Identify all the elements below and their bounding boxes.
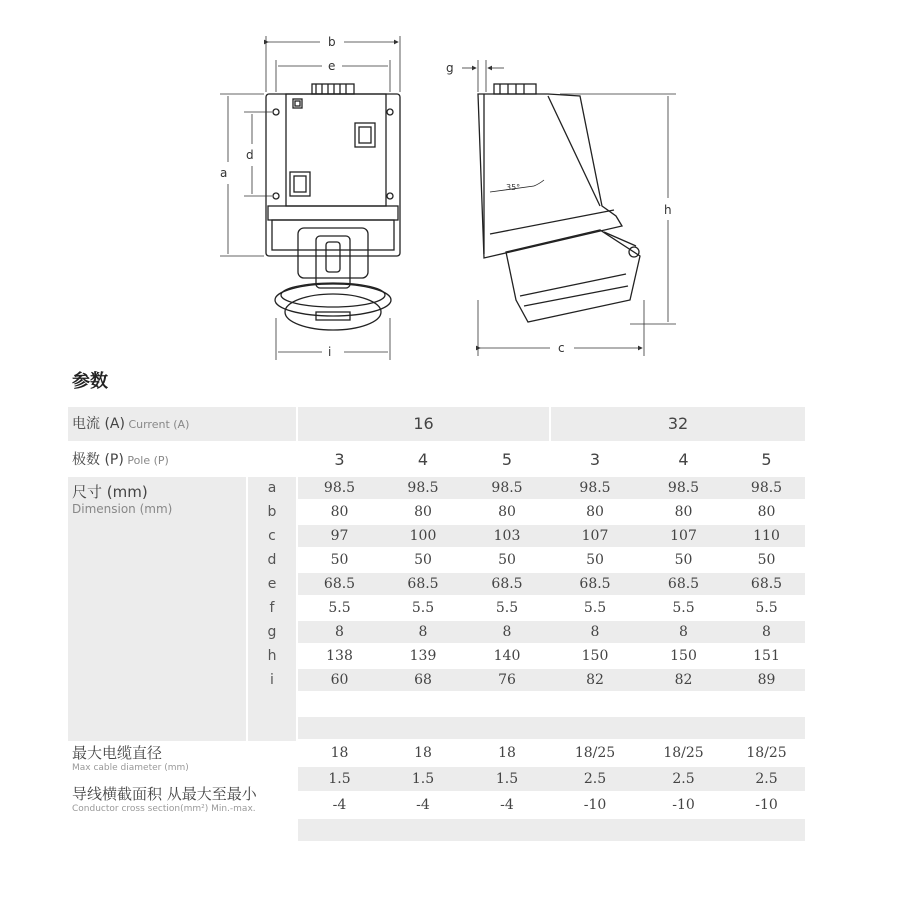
dimension-value-h: 150 (581, 648, 609, 664)
current-label (72, 407, 296, 441)
conductor-label-en: Conductor cross section(mm²) Min.-max. (72, 804, 256, 814)
dimension-value-e: 68.5 (579, 576, 611, 592)
conductor-min-value: -4 (500, 797, 514, 813)
dimension-key-f: f (269, 600, 275, 616)
cable-value: 18 (330, 745, 349, 761)
pole-label-en: Pole (P) (123, 454, 169, 467)
dimension-value-h: 138 (326, 648, 353, 664)
spec-table (68, 405, 805, 845)
dimension-key-b: b (267, 504, 277, 520)
dimension-value-g: 8 (762, 624, 771, 640)
pole-value: 5 (501, 450, 513, 469)
dimension-key-e: e (267, 576, 277, 592)
dimension-value-a: 98.5 (667, 480, 700, 496)
dimension-value-g: 8 (418, 624, 428, 640)
conductor-label-zh: 导线横截面积 从最大至最小 (72, 785, 257, 803)
dimension-value-a: 98.5 (407, 480, 439, 496)
current-value-16: 16 (413, 414, 434, 433)
dimension-value-b: 80 (414, 504, 432, 520)
dimension-label-en: Dimension (mm) (72, 502, 173, 516)
dimension-value-b: 80 (757, 504, 776, 520)
dimension-value-c: 97 (330, 528, 349, 544)
dimension-value-a: 98.5 (579, 480, 611, 496)
pole-value: 3 (589, 450, 601, 469)
dimension-value-e: 68.5 (667, 576, 700, 592)
dimension-value-g: 8 (679, 624, 688, 640)
cable-label-en: Max cable diameter (mm) (72, 763, 189, 773)
dimension-key-h: h (267, 648, 277, 664)
conductor-min-value: -10 (583, 797, 607, 813)
dimension-value-i: 76 (498, 672, 516, 688)
current-label-zh: 电流 (A) (72, 416, 125, 432)
dimension-value-i: 82 (674, 672, 693, 688)
conductor-max-value: 1.5 (328, 771, 351, 787)
cable-label-zh: 最大电缆直径 (72, 744, 163, 762)
label-c: c (558, 341, 565, 355)
conductor-max-value: 2.5 (672, 771, 695, 787)
dimension-key-c: c (268, 528, 276, 544)
dimension-value-f: 5.5 (755, 600, 778, 616)
dimension-value-h: 139 (409, 648, 437, 664)
dimension-value-i: 82 (586, 672, 604, 688)
dimension-value-c: 107 (581, 528, 609, 544)
conductor-max-value: 2.5 (755, 771, 778, 787)
dimension-label (72, 481, 246, 516)
dimension-value-f: 5.5 (328, 600, 351, 616)
current-value-32: 32 (667, 414, 689, 433)
dimension-value-c: 103 (493, 528, 521, 544)
conductor-min-value: -10 (672, 797, 695, 813)
pole-label-zh: 极数 (P) (72, 452, 124, 468)
dimension-value-h: 140 (493, 648, 521, 664)
pole-value: 4 (417, 450, 429, 469)
conductor-min-value: -10 (755, 797, 778, 813)
label-d: d (246, 148, 254, 162)
technical-drawing (0, 0, 900, 365)
dimension-value-b: 80 (586, 504, 604, 520)
side-dimensions (462, 60, 676, 356)
dimension-value-g: 8 (590, 624, 600, 640)
dimension-value-g: 8 (502, 624, 512, 640)
dimension-value-g: 8 (335, 624, 344, 640)
dimension-value-d: 50 (498, 552, 516, 568)
empty-row-band (298, 717, 805, 739)
dimension-value-e: 68.5 (491, 576, 523, 592)
dimension-value-i: 89 (757, 672, 776, 688)
cable-value: 18 (498, 745, 516, 761)
dimension-value-h: 150 (670, 648, 697, 664)
dimension-value-d: 50 (757, 552, 776, 568)
dimension-value-c: 100 (409, 528, 437, 544)
label-b: b (328, 35, 336, 49)
conductor-label (72, 783, 298, 814)
dimension-value-f: 5.5 (411, 600, 435, 616)
dimension-value-d: 50 (586, 552, 604, 568)
dimension-value-a: 98.5 (750, 480, 783, 496)
dimension-label-zh: 尺寸 (mm) (72, 483, 148, 501)
bottom-band (298, 819, 805, 841)
dimension-value-i: 68 (414, 672, 432, 688)
dimension-value-d: 50 (674, 552, 693, 568)
conductor-max-value: 1.5 (411, 771, 435, 787)
dimension-value-b: 80 (330, 504, 349, 520)
dimension-value-e: 68.5 (407, 576, 439, 592)
dimension-value-e: 68.5 (323, 576, 356, 592)
label-h: h (664, 203, 672, 217)
dimension-value-h: 151 (753, 648, 780, 664)
label-g: g (446, 61, 454, 75)
dimension-value-b: 80 (498, 504, 516, 520)
conductor-min-value: -4 (416, 797, 430, 813)
current-label-en: Current (A) (124, 418, 190, 431)
pole-value: 5 (761, 450, 772, 469)
side-view (478, 84, 640, 322)
dimension-label-band (68, 477, 246, 741)
dimension-value-e: 68.5 (750, 576, 783, 592)
dimension-value-c: 110 (753, 528, 780, 544)
conductor-min-value: -4 (332, 797, 347, 813)
dimension-value-a: 98.5 (491, 480, 523, 496)
cable-value: 18/25 (663, 745, 704, 761)
section-title: 参数 (72, 371, 108, 392)
dimension-value-d: 50 (414, 552, 432, 568)
dimension-key-i: i (270, 672, 274, 688)
dimension-value-f: 5.5 (583, 600, 607, 616)
pole-label (72, 443, 296, 477)
dimension-value-b: 80 (674, 504, 693, 520)
dimension-key-d: d (267, 552, 277, 568)
label-e: e (328, 59, 336, 73)
dimension-value-f: 5.5 (495, 600, 519, 616)
pole-value: 3 (334, 450, 345, 469)
dimension-key-g: g (267, 624, 277, 640)
dimension-key-a: a (267, 480, 277, 496)
cable-label (72, 742, 298, 773)
cable-value: 18 (414, 745, 432, 761)
label-a: a (220, 166, 228, 180)
front-view (266, 84, 400, 330)
pole-value: 4 (678, 450, 689, 469)
dimension-value-a: 98.5 (323, 480, 356, 496)
label-i: i (328, 345, 332, 359)
dimension-value-i: 60 (330, 672, 349, 688)
cable-value: 18/25 (574, 745, 616, 761)
conductor-max-value: 2.5 (583, 771, 607, 787)
dimension-value-f: 5.5 (672, 600, 695, 616)
conductor-max-value: 1.5 (495, 771, 519, 787)
cable-value: 18/25 (746, 745, 787, 761)
dimension-value-c: 107 (670, 528, 697, 544)
label-angle: 35° (506, 183, 521, 192)
dimension-value-d: 50 (330, 552, 349, 568)
